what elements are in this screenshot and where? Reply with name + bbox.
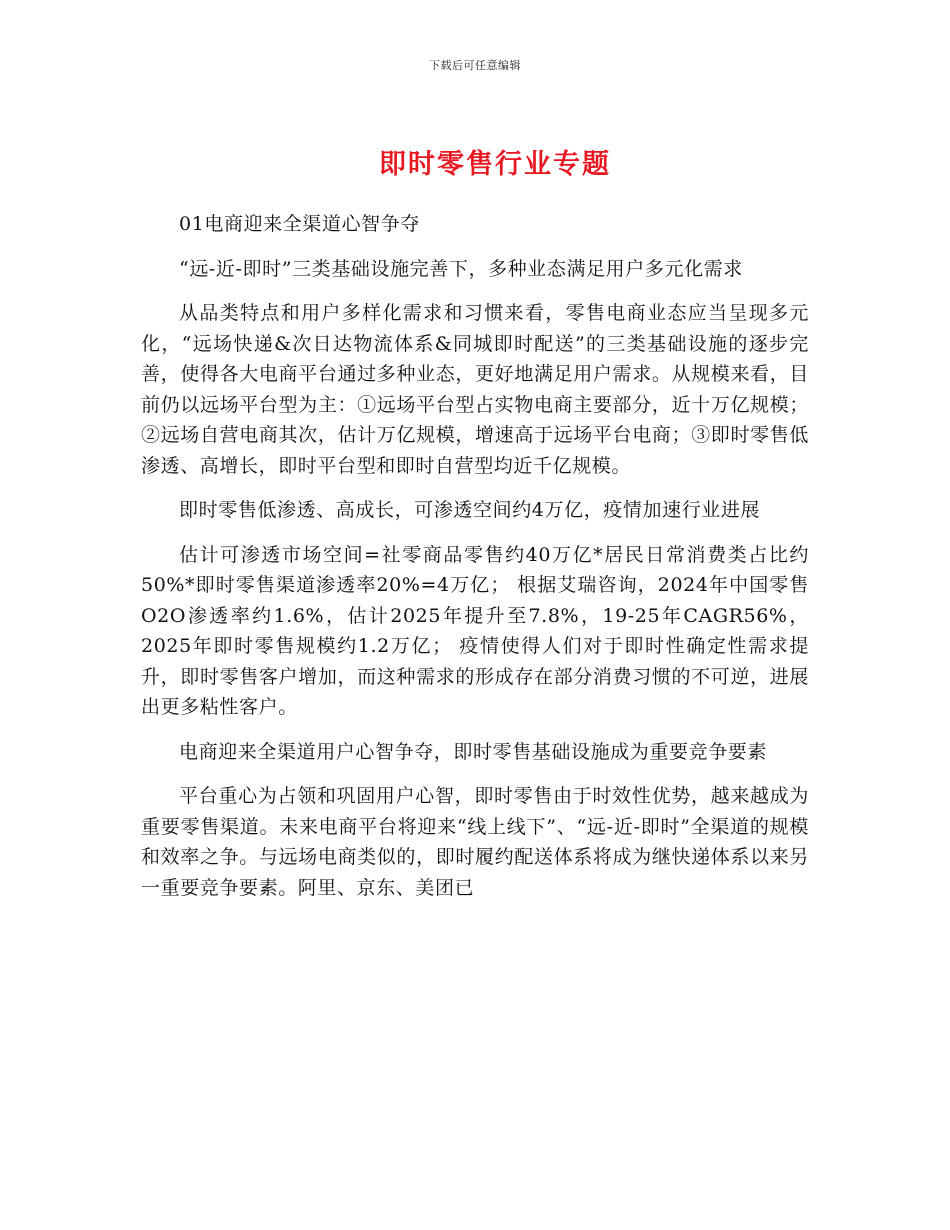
subheading-paragraph: 即时零售低渗透、高成长，可渗透空间约4万亿，疫情加速行业进展 — [179, 499, 761, 521]
body-paragraph: 估计可渗透市场空间=社零商品零售约40万亿*居民日常消费类占比约50%*即时零售渠道渗透率20%=4万亿； 根据艾瑞咨询，2024年中国零售O2O渗透率约1.6%，估计2025年提升至7.8%，19-25年CAGR56%，2025年即时零售规模约1.2万亿； 疫情使得人们对于即时性确定性需求提升，即时零售客户增加，而这种需求的形成存在部分消费习惯的不可逆，进展出更多粘性客户。 — [141, 543, 809, 718]
page-header-note: 下载后可任意编辑 — [429, 59, 521, 72]
document-body — [141, 209, 809, 917]
subheading-paragraph: “远-近-即时”三类基础设施完善下，多种业态满足用户多元化需求 — [179, 257, 743, 280]
document-title: 即时零售行业专题 — [379, 149, 611, 180]
body-paragraph: 从品类特点和用户多样化需求和习惯来看，零售电商业态应当呈现多元化，“远场快递&次日达物流体系&同城即时配送”的三类基础设施的逐步完善，使得各大电商平台通过多种业态，更好地满足用户需求。从规模来看，目前仍以远场平台型为主：①远场平台型占实物电商主要部分，近十万亿规模；②远场自营电商其次，估计万亿规模，增速高于远场平台电商；③即时零售低渗透、高增长，即时平台型和即时自营型均近千亿规模。 — [141, 302, 809, 477]
body-paragraph: 平台重心为占领和巩固用户心智，即时零售由于时效性优势，越来越成为重要零售渠道。未来电商平台将迎来“线上线下”、“远-近-即时”全渠道的规模和效率之争。与远场电商类似的，即时履约配送体系将成为继快递体系以来另一重要竞争要素。阿里、京东、美团已 — [141, 785, 809, 899]
subheading-paragraph: 电商迎来全渠道用户心智争夺，即时零售基础设施成为重要竞争要素 — [179, 740, 768, 763]
section-heading: 01电商迎来全渠道心智争夺 — [179, 213, 420, 235]
